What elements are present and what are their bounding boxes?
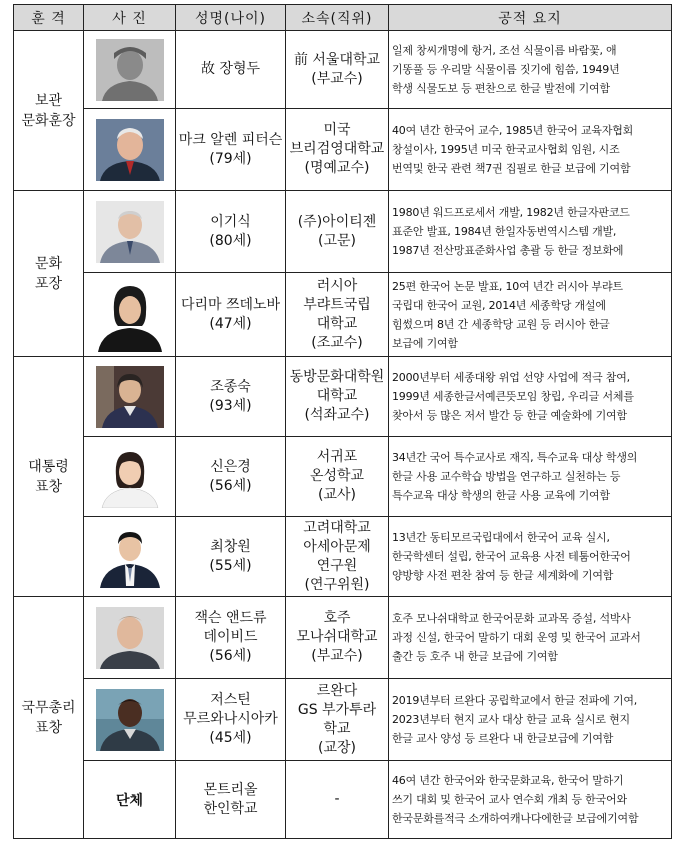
photo-cell	[84, 517, 176, 597]
table-row	[14, 437, 672, 517]
name-cell: 故 장형두	[176, 31, 286, 109]
header-name: 성명(나이)	[176, 5, 286, 31]
award-cell: 문화 포장	[14, 191, 84, 357]
header-achievement: 공적 요지	[389, 5, 672, 31]
achievement-cell: 40여 년간 한국어 교수, 1985년 한국어 교육자협회 창설이사, 1995년 미국 한국교사협회 임원, 시조 번역및 한국 관련 책7권 집필로 한글 보급에 기여함	[389, 109, 672, 191]
affiliation-cell: 서귀포 온성학교 (교사)	[286, 437, 389, 517]
header-affiliation: 소속(직위)	[286, 5, 389, 31]
photo-cell	[84, 437, 176, 517]
header-row	[14, 5, 672, 31]
affiliation-cell: -	[286, 761, 389, 839]
awards-table	[13, 4, 672, 839]
achievement-cell: 46여 년간 한국어와 한국문화교육, 한국어 말하기 쓰기 대회 및 한국어 교사 연수회 개최 등 한국어와 한국문화를적극 소개하여캐나다에한글 보급에기여함	[389, 761, 672, 839]
portrait-photo	[96, 278, 164, 352]
table-row	[14, 761, 672, 839]
affiliation-cell: 미국 브리검영대학교 (명예교수)	[286, 109, 389, 191]
table-row	[14, 273, 672, 357]
photo-cell	[84, 357, 176, 437]
photo-cell	[84, 191, 176, 273]
affiliation-cell: 前 서울대학교 (부교수)	[286, 31, 389, 109]
affiliation-cell: 동방문화대학원 대학교 (석좌교수)	[286, 357, 389, 437]
table-row	[14, 679, 672, 761]
affiliation-cell: 러시아 부랴트국립 대학교 (조교수)	[286, 273, 389, 357]
name-cell: 다리마 쯔데노바 (47세)	[176, 273, 286, 357]
achievement-cell: 25편 한국어 논문 발표, 10여 년간 러시아 부랴트 국립대 한국어 교원, 2014년 세종학당 개설에 힘썼으며 8년 간 세종학당 교원 등 러시아 한글 보급에 기여함	[389, 273, 672, 357]
achievement-cell: 2000년부터 세종대왕 위업 선양 사업에 적극 참여, 1999년 세종한글서예큰뜻모임 창립, 우리글 서체를 찾아서 등 많은 저서 발간 등 한글 예술화에 기여함	[389, 357, 672, 437]
table-row	[14, 191, 672, 273]
table-row	[14, 109, 672, 191]
portrait-photo	[96, 366, 164, 428]
achievement-cell: 호주 모나쉬대학교 한국어문화 교과목 증설, 석박사 과정 신설, 한국어 말하기 대회 운영 및 한국어 교과서 출간 등 호주 내 한글 보급에 기여함	[389, 597, 672, 679]
name-cell: 이기식 (80세)	[176, 191, 286, 273]
achievement-cell: 13년간 동티모르국립대에서 한국어 교육 실시, 한국학센터 설립, 한국어 교육용 사전 테툼어한국어 양방향 사전 편찬 참여 등 한글 세계화에 기여함	[389, 517, 672, 597]
table-row	[14, 357, 672, 437]
achievement-cell: 일제 창씨개명에 항거, 조선 식물이름 바람꽃, 애 기똥풀 등 우리말 식물이름 짓기에 힘씀, 1949년 학생 식물도보 등 편찬으로 한글 발전에 기여함	[389, 31, 672, 109]
affiliation-cell: 호주 모나쉬대학교 (부교수)	[286, 597, 389, 679]
award-cell: 대통령 표창	[14, 357, 84, 597]
award-cell: 국무총리 표창	[14, 597, 84, 839]
portrait-photo	[96, 119, 164, 181]
portrait-photo	[96, 526, 164, 588]
achievement-cell: 1980년 워드프로세서 개발, 1982년 한글자판코드 표준안 발표, 1984년 한일자동번역시스템 개발, 1987년 전산망표준화사업 총괄 등 한글 정보화에	[389, 191, 672, 273]
portrait-photo	[96, 201, 164, 263]
award-cell: 보관 문화훈장	[14, 31, 84, 191]
portrait-photo	[96, 607, 164, 669]
achievement-cell: 2019년부터 르완다 공립학교에서 한글 전파에 기여, 2023년부터 현지 교사 대상 한글 교육 실시로 현지 한글 교사 양성 등 르완다 내 한글보급에 기여함	[389, 679, 672, 761]
name-cell: 조종숙 (93세)	[176, 357, 286, 437]
name-cell: 마크 알렌 피터슨 (79세)	[176, 109, 286, 191]
organization-label: 단체	[84, 761, 176, 839]
name-cell: 잭슨 앤드류 데이비드 (56세)	[176, 597, 286, 679]
name-cell: 신은경 (56세)	[176, 437, 286, 517]
name-cell: 몬트리올 한인학교	[176, 761, 286, 839]
affiliation-cell: 르완다 GS 부가투라 학교 (교장)	[286, 679, 389, 761]
portrait-photo	[96, 446, 164, 508]
affiliation-cell: (주)아이티젠 (고문)	[286, 191, 389, 273]
table-row	[14, 517, 672, 597]
table-row	[14, 31, 672, 109]
photo-cell	[84, 31, 176, 109]
photo-cell	[84, 597, 176, 679]
header-photo: 사 진	[84, 5, 176, 31]
portrait-photo	[96, 689, 164, 751]
portrait-photo	[96, 39, 164, 101]
header-award: 훈 격	[14, 5, 84, 31]
name-cell: 최창원 (55세)	[176, 517, 286, 597]
table-row	[14, 597, 672, 679]
photo-cell	[84, 109, 176, 191]
photo-cell	[84, 679, 176, 761]
achievement-cell: 34년간 국어 특수교사로 재직, 특수교육 대상 학생의 한글 사용 교수학습 방법을 연구하고 실천하는 등 특수교육 대상 학생의 한글 사용 교육에 기여함	[389, 437, 672, 517]
photo-cell	[84, 273, 176, 357]
name-cell: 저스틴 무르와나시아카 (45세)	[176, 679, 286, 761]
affiliation-cell: 고려대학교 아세아문제 연구원 (연구위원)	[286, 517, 389, 597]
